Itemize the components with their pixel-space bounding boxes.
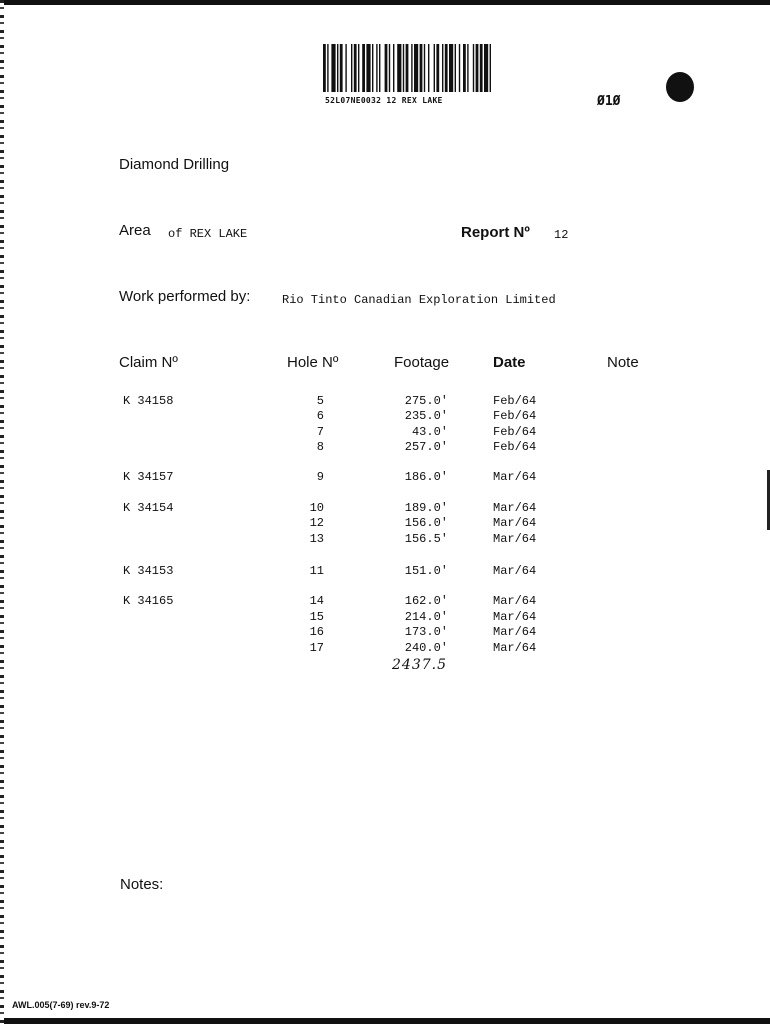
hole-cell: 14: [309, 594, 324, 608]
claim-cell: K 34158: [123, 394, 174, 408]
scan-top-edge: [0, 0, 770, 5]
date-cell: Feb/64: [493, 425, 537, 439]
date-cell: Mar/64: [493, 516, 537, 530]
footage-cell: 240.0': [404, 641, 448, 655]
date-cell: Mar/64: [493, 564, 537, 578]
date-cell: Mar/64: [493, 594, 537, 608]
date-cell: Mar/64: [493, 470, 537, 484]
punch-hole: [666, 72, 694, 102]
claim-cell: K 34165: [123, 594, 174, 608]
hole-cell: 6: [316, 409, 324, 423]
footage-cell: 214.0': [404, 610, 448, 624]
claim-cell: K 34153: [123, 564, 174, 578]
footage-cell: 156.5': [404, 532, 448, 546]
footage-cell: 235.0': [404, 409, 448, 423]
date-cell: Mar/64: [493, 625, 537, 639]
table-row: [0, 516, 770, 532]
hole-cell: 10: [309, 501, 324, 515]
date-cell: Feb/64: [493, 409, 537, 423]
footage-cell: 162.0': [404, 594, 448, 608]
hole-cell: 17: [309, 641, 324, 655]
table-row: [0, 425, 770, 441]
date-cell: Mar/64: [493, 610, 537, 624]
footage-cell: 186.0': [404, 470, 448, 484]
footage-cell: 151.0': [404, 564, 448, 578]
table-row: [0, 564, 770, 580]
column-header-hole: Hole Nº: [287, 354, 339, 371]
column-header-footage: Footage: [394, 354, 450, 371]
column-header-note: Note: [607, 354, 639, 371]
footage-cell: 275.0': [404, 394, 448, 408]
hole-cell: 7: [316, 425, 324, 439]
date-cell: Feb/64: [493, 394, 537, 408]
report-label: Report Nº: [461, 224, 530, 241]
scan-bottom-edge: [0, 1018, 770, 1024]
table-row: [0, 409, 770, 425]
column-header-claim: Claim Nº: [119, 354, 178, 371]
handwritten-total: 2437.5: [392, 657, 447, 673]
barcode-image: [323, 44, 541, 92]
hole-cell: 15: [309, 610, 324, 624]
table-row: [0, 501, 770, 517]
column-header-date: Date: [493, 354, 526, 371]
footage-cell: 43.0': [411, 425, 448, 439]
date-cell: Mar/64: [493, 532, 537, 546]
date-cell: Mar/64: [493, 501, 537, 515]
table-row: [0, 532, 770, 548]
form-code: AWL.005(7-69) rev.9-72: [12, 1000, 110, 1010]
barcode-label: 52L07NE0032 12 REX LAKE: [325, 96, 443, 105]
footage-cell: 189.0': [404, 501, 448, 515]
table-row: [0, 610, 770, 626]
table-row: [0, 594, 770, 610]
file-number: Ø1Ø: [597, 94, 621, 109]
area-label: Area: [119, 222, 151, 239]
hole-cell: 9: [316, 470, 324, 484]
hole-cell: 12: [309, 516, 324, 530]
form-title: Diamond Drilling: [119, 156, 230, 173]
footage-cell: 257.0': [404, 440, 448, 454]
claim-cell: K 34157: [123, 470, 174, 484]
table-row: [0, 470, 770, 486]
hole-cell: 5: [316, 394, 324, 408]
hole-cell: 8: [316, 440, 324, 454]
footage-cell: 173.0': [404, 625, 448, 639]
date-cell: Feb/64: [493, 440, 537, 454]
report-value: 12: [554, 228, 569, 242]
work-performed-label: Work performed by:: [119, 288, 251, 305]
footage-cell: 156.0': [404, 516, 448, 530]
work-performed-value: Rio Tinto Canadian Exploration Limited: [282, 293, 556, 307]
notes-label: Notes:: [120, 876, 164, 893]
date-cell: Mar/64: [493, 641, 537, 655]
table-row: [0, 394, 770, 410]
table-row: [0, 641, 770, 657]
claim-cell: K 34154: [123, 501, 174, 515]
area-value: of REX LAKE: [168, 227, 248, 241]
hole-cell: 13: [309, 532, 324, 546]
hole-cell: 11: [309, 564, 324, 578]
table-row: [0, 440, 770, 456]
hole-cell: 16: [309, 625, 324, 639]
table-row: [0, 625, 770, 641]
